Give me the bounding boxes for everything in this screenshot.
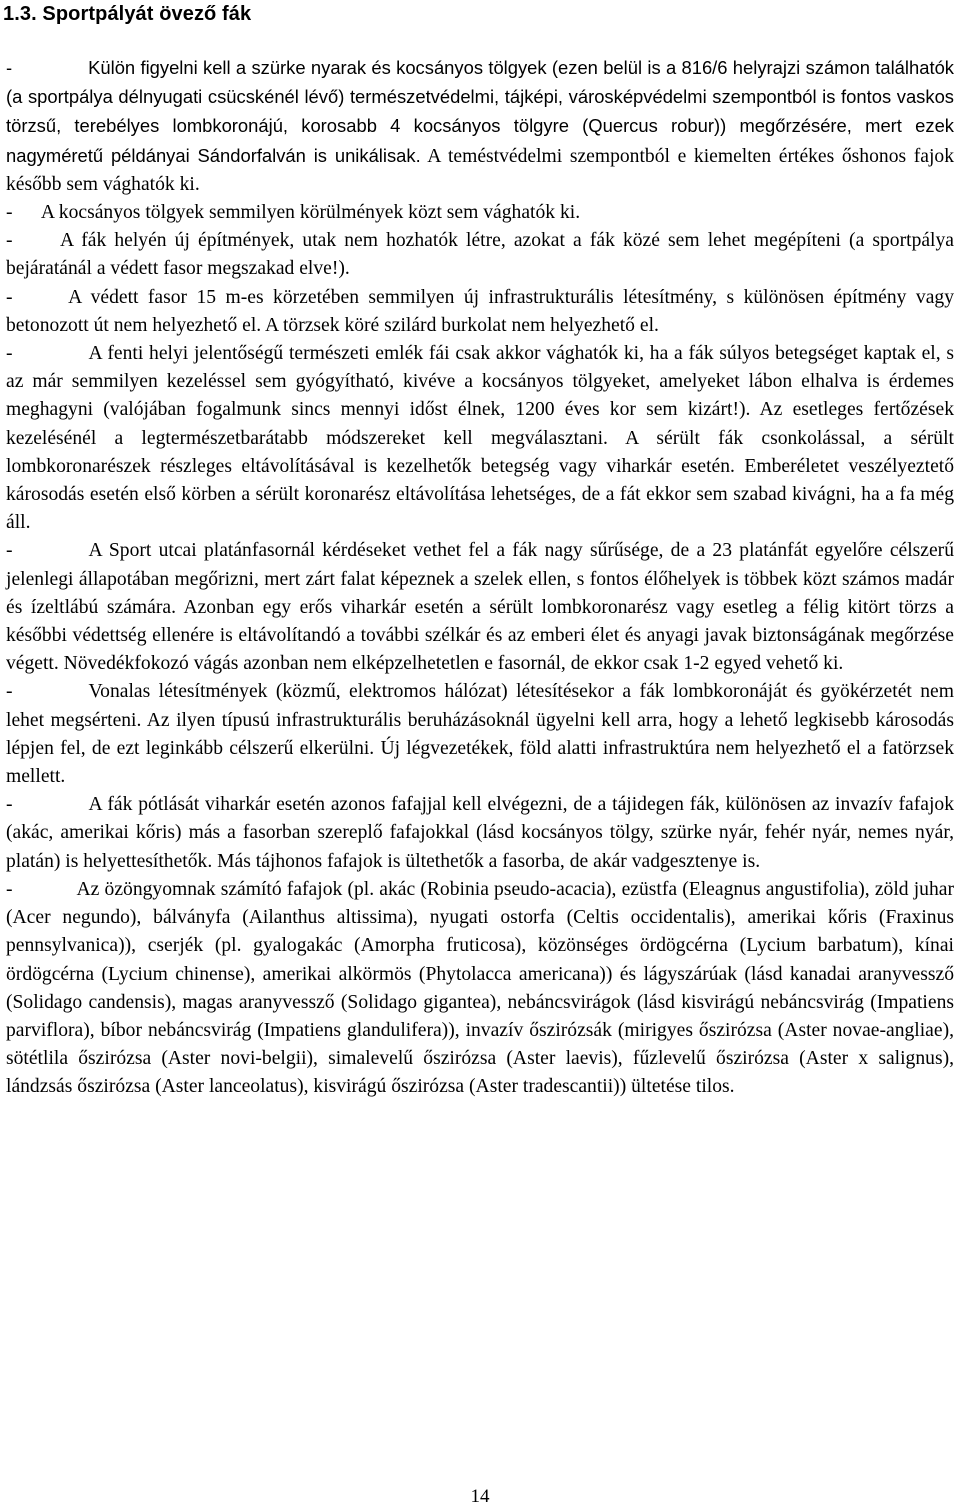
paragraph-7	[6, 678, 954, 791]
paragraph-9-text: Az özöngyomnak számító fafajok (pl. akác (Robinia pseudo-acacia), ezüstfa (Eleagnus angustifolia), zöld juhar (Acer negundo), bálványfa (Ailanthus altissima), nyugati ostorfa (Celtis occidentalis), amerikai kőris (Fraxinus pennsylvanica)), cserjék (pl. gyalogakác (Amorpha fruticosa), közönséges ördögcérna (Lycium barbatum), kínai ördögcérna (Lycium chinense), amerikai alkörmös (Phytolacca americana)) és lágyszárúak (lásd kanadai aranyvessző (Solidago candensis), magas aranyvessző (Solidago gigantea), nebáncsvirágok (lásd kisvirágú nebáncsvirág (Impatiens parviflora), bíbor nebáncsvirág (Impatiens glandulifera)), invazív őszirózsák (mirigyes őszirózsa (Aster novae-angliae), sötétlila őszirózsa (Aster novi-belgii), simalevelű őszirózsa (Aster laevis), fűzlevelű őszirózsa (Aster x salignus), lándzsás őszirózsa (Aster lanceolatus), kisvirágú őszirózsa (Aster tradescantii)) ültetése tilos.	[6, 878, 954, 1098]
paragraph-7-text: Vonalas létesítmények (közmű, elektromos hálózat) létesítésekor a fák lombkoronáját és gyökérzetét nem lehet megsérteni. Az ilyen típusú infrastrukturális beruházásoknál ügyelni kell arra, hogy a lehető legkisebb károsodás lépjen fel, de ezt leginkább célszerű elkerülni. Új légvezetékek, föld alatti infrastruktúra nem helyezhető el a fatörzsek mellett.	[6, 681, 954, 788]
paragraph-5-dash: -	[6, 343, 13, 365]
paragraph-3: - A fák helyén új építmények, utak nem hozhatók létre, azokat a fák közé sem lehet megépíteni (a sportpálya bejáratánál a védett fasor megszakad elve!).	[6, 230, 959, 280]
paragraph-1-serif-text: A teméstvédelmi szempontból e kiemelten értékes őshonos fajok később sem vághatók ki.	[6, 145, 954, 195]
paragraph-9-dash: -	[6, 878, 13, 900]
paragraph-8	[6, 791, 954, 876]
paragraph-6-dash: -	[6, 540, 13, 562]
body-text	[6, 54, 959, 1102]
paragraph-8-dash: -	[6, 794, 13, 816]
paragraph-9	[6, 876, 954, 1102]
paragraph-8-text: A fák pótlását viharkár esetén azonos fafajjal kell elvégezni, de a tájidegen fák, különösen az invazív fafajok (akác, amerikai kőris) más a fasorban szereplő fafajokkal (lásd kocsányos tölgy, szürke nyár, fehér nyár, nemes nyár, platán) is helyettesíthetők. Más tájhonos fafajok is ültethetők a fasorba, de akár vadgesztenye is.	[6, 794, 954, 872]
section-heading: 1.3. Sportpályát övező fák	[3, 3, 252, 25]
page-number: 14	[470, 1486, 490, 1507]
paragraph-7-dash: -	[6, 681, 13, 703]
paragraph-1	[6, 54, 954, 199]
paragraph-6	[6, 537, 954, 678]
paragraph-1-sans-text: Külön figyelni kell a szürke nyarak és kocsányos tölgyek (ezen belül is a 816/6 helyrajzi számon találhatók (a sportpálya délnyugati csücskénél lévő) természetvédelmi, tájképi, városképvédelmi szempontból is fontos vaskos törzsű, terebélyes lombkoronájú, korosabb 4 kocsányos tölgyre (Quercus robur)) megőrzésére, mert ezek nagyméretű példányai Sándorfalván is unikálisak.	[6, 57, 954, 166]
paragraph-4: - A védett fasor 15 m-es körzetében semmilyen új infrastrukturális létesítmény, s különösen építmény vagy betonozott út nem helyezhető el. A törzsek köré szilárd burkolat nem helyezhető el.	[6, 286, 959, 336]
paragraph-2: - A kocsányos tölgyek semmilyen körülmények közt sem vághatók ki.	[6, 202, 581, 224]
paragraph-1-dash: -	[6, 57, 13, 78]
paragraph-6-text: A Sport utcai platánfasornál kérdéseket vethet fel a fák nagy sűrűsége, de a 23 platánfát egyelőre célszerű jelenlegi állapotában megőrizni, mert zárt falat képeznek a szelek ellen, s fontos élőhelyek is többek közt számos madár és ízeltlábú számára. Azonban egy erős viharkár esetén a sérült lombkoronarész vagy esetleg a félig kitört törzs a későbbi védettség ellenére is eltávolítandó a további szélkár és az emberi élet és anyagi javak biztonságának megőrzése végett. Növedékfokozó vágás azonban nem elképzelhetetlen e fasornál, de ekkor csak 1-2 egyed vehető ki.	[6, 540, 954, 675]
paragraph-5-text: A fenti helyi jelentőségű természeti emlék fái csak akkor vághatók ki, ha a fák súlyos betegséget kaptak el, s az már semmilyen kezeléssel sem gyógyítható, kivéve a kocsányos tölgyeket, amelyeket lábon elhalva is érdemes meghagyni (valójában fogalmunk sincs mennyi időst élnek, 1200 éves kor sem kizárt!). Az esetleges fertőzések kezelésénél a legtermészetbarátabb módszereket kell megválasztani. A sérült fák csonkolással, a sérült lombkoronarészek részleges eltávolításával is kezelhetők betegség vagy viharkár esetén. Emberéletet veszélyeztető károsodás esetén első körben a sérült koronarész eltávolítása lehetséges, de a fát ekkor sem szabad kivágni, ha a fa még áll.	[6, 343, 954, 534]
paragraph-5	[6, 340, 954, 537]
